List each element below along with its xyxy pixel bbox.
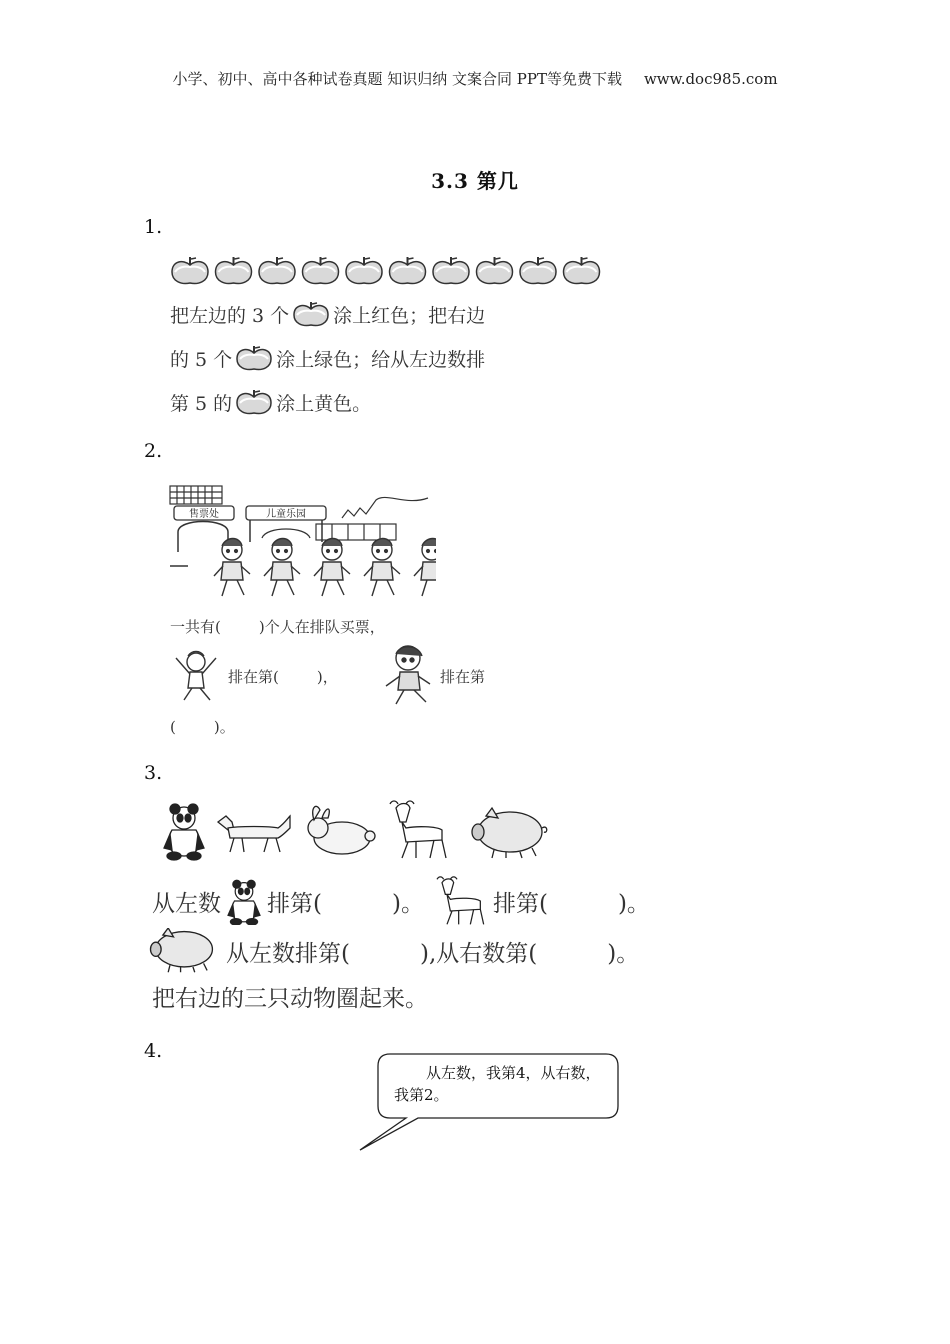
q3-number: 3. bbox=[144, 762, 163, 784]
apple-icon bbox=[520, 257, 556, 284]
q1-line-2 bbox=[170, 344, 485, 372]
q2-line3-a: ( bbox=[170, 717, 176, 736]
q3-line2-c: )。 bbox=[607, 940, 640, 967]
panda-icon bbox=[164, 804, 204, 860]
q1-line1-a: 把左边的 3 个 bbox=[170, 304, 290, 327]
q2-line1-a: 一共有( bbox=[170, 618, 221, 636]
goat-icon bbox=[390, 801, 446, 858]
header-text: 小学、初中、高中各种试卷真题 知识归纳 文案合同 PPT等免费下载 bbox=[172, 70, 622, 88]
apple-icon bbox=[390, 257, 426, 284]
q3-line1-c: )。 bbox=[391, 890, 424, 917]
apple-row-svg bbox=[170, 254, 610, 286]
apple-icon bbox=[235, 344, 273, 372]
q3-animal-row bbox=[160, 800, 550, 862]
apple-icon bbox=[292, 300, 330, 328]
children-queue bbox=[214, 539, 436, 597]
q2-line2-b: )， bbox=[316, 668, 338, 686]
q3-line1-e: )。 bbox=[617, 890, 650, 917]
q1-line3-b: 涂上黄色。 bbox=[276, 392, 372, 415]
q4-number: 4. bbox=[144, 1040, 163, 1062]
panda-icon bbox=[224, 877, 264, 925]
q3-line-2 bbox=[146, 928, 639, 974]
goat-icon bbox=[434, 876, 490, 926]
apple-icon bbox=[303, 257, 339, 284]
q3-line-3: 把右边的三只动物圈起来。 bbox=[152, 986, 428, 1012]
q3-line2-b: ),从右数第( bbox=[419, 940, 538, 967]
q1-number: 1. bbox=[144, 216, 163, 238]
apple-icon bbox=[564, 257, 600, 284]
child-figure bbox=[364, 539, 400, 597]
q2-kid-icon-a bbox=[166, 648, 226, 704]
q1-line2-a: 的 5 个 bbox=[170, 348, 233, 371]
q1-apple-row bbox=[170, 254, 610, 286]
apple-icon bbox=[235, 388, 273, 416]
q1-line1-b: 涂上红色；把右边 bbox=[333, 304, 486, 327]
q3-line1-b: 排第( bbox=[267, 890, 322, 917]
child-figure bbox=[314, 539, 350, 597]
q3-line1-d: 排第( bbox=[492, 890, 548, 917]
apple-icon bbox=[433, 257, 469, 284]
ticket-queue-illustration bbox=[166, 482, 436, 602]
speech-bubble-text: 从左数，我第4，从右数，我第2。 bbox=[394, 1064, 601, 1104]
apple-icon bbox=[216, 257, 252, 284]
grid-roof-icon bbox=[170, 486, 222, 504]
child-figure bbox=[414, 539, 436, 597]
q3-line2-a: 从左数排第( bbox=[226, 940, 350, 967]
child-figure bbox=[214, 539, 250, 597]
q2-line3-b: )。 bbox=[213, 718, 235, 736]
walking-kid-icon bbox=[378, 642, 438, 708]
q2-line-1 bbox=[170, 616, 385, 637]
page-title: 3.3 第几 bbox=[431, 169, 519, 193]
apple-icon bbox=[259, 257, 295, 284]
q2-number: 2. bbox=[144, 440, 163, 462]
dog-icon bbox=[218, 816, 290, 852]
q3-line-1 bbox=[152, 876, 650, 926]
q2-kid-icon-b bbox=[378, 642, 438, 708]
q2-line1-b: )个人在排队买票， bbox=[258, 618, 385, 636]
q1-line2-b: 涂上绿色；给从左边数排 bbox=[276, 348, 486, 371]
header-site: www.doc985.com bbox=[643, 70, 778, 88]
q2-ticket-scene bbox=[166, 482, 436, 602]
apple-icon bbox=[346, 257, 382, 284]
apple-icon bbox=[172, 257, 208, 284]
animal-row-svg bbox=[160, 800, 550, 862]
pig-icon bbox=[472, 808, 547, 858]
ticket-sign: 售票处 bbox=[189, 509, 219, 520]
q1-line3-a: 第 5 的 bbox=[170, 392, 233, 415]
q2-line2-a: 排在第( bbox=[228, 668, 279, 686]
q2-line-2a bbox=[228, 666, 338, 687]
pig-icon bbox=[146, 928, 224, 974]
park-sign: 儿童乐园 bbox=[266, 509, 306, 520]
q3-line1-a: 从左数 bbox=[152, 890, 221, 917]
rabbit-icon bbox=[308, 806, 375, 854]
q1-line-3 bbox=[170, 388, 371, 416]
q1-line-1 bbox=[170, 300, 485, 328]
q2-line-2c: 排在第 bbox=[440, 668, 486, 686]
apple-icon bbox=[477, 257, 513, 284]
child-figure bbox=[264, 539, 300, 597]
cheering-kid-icon bbox=[166, 648, 226, 704]
page-header bbox=[0, 68, 950, 89]
q2-line-3 bbox=[170, 716, 235, 737]
